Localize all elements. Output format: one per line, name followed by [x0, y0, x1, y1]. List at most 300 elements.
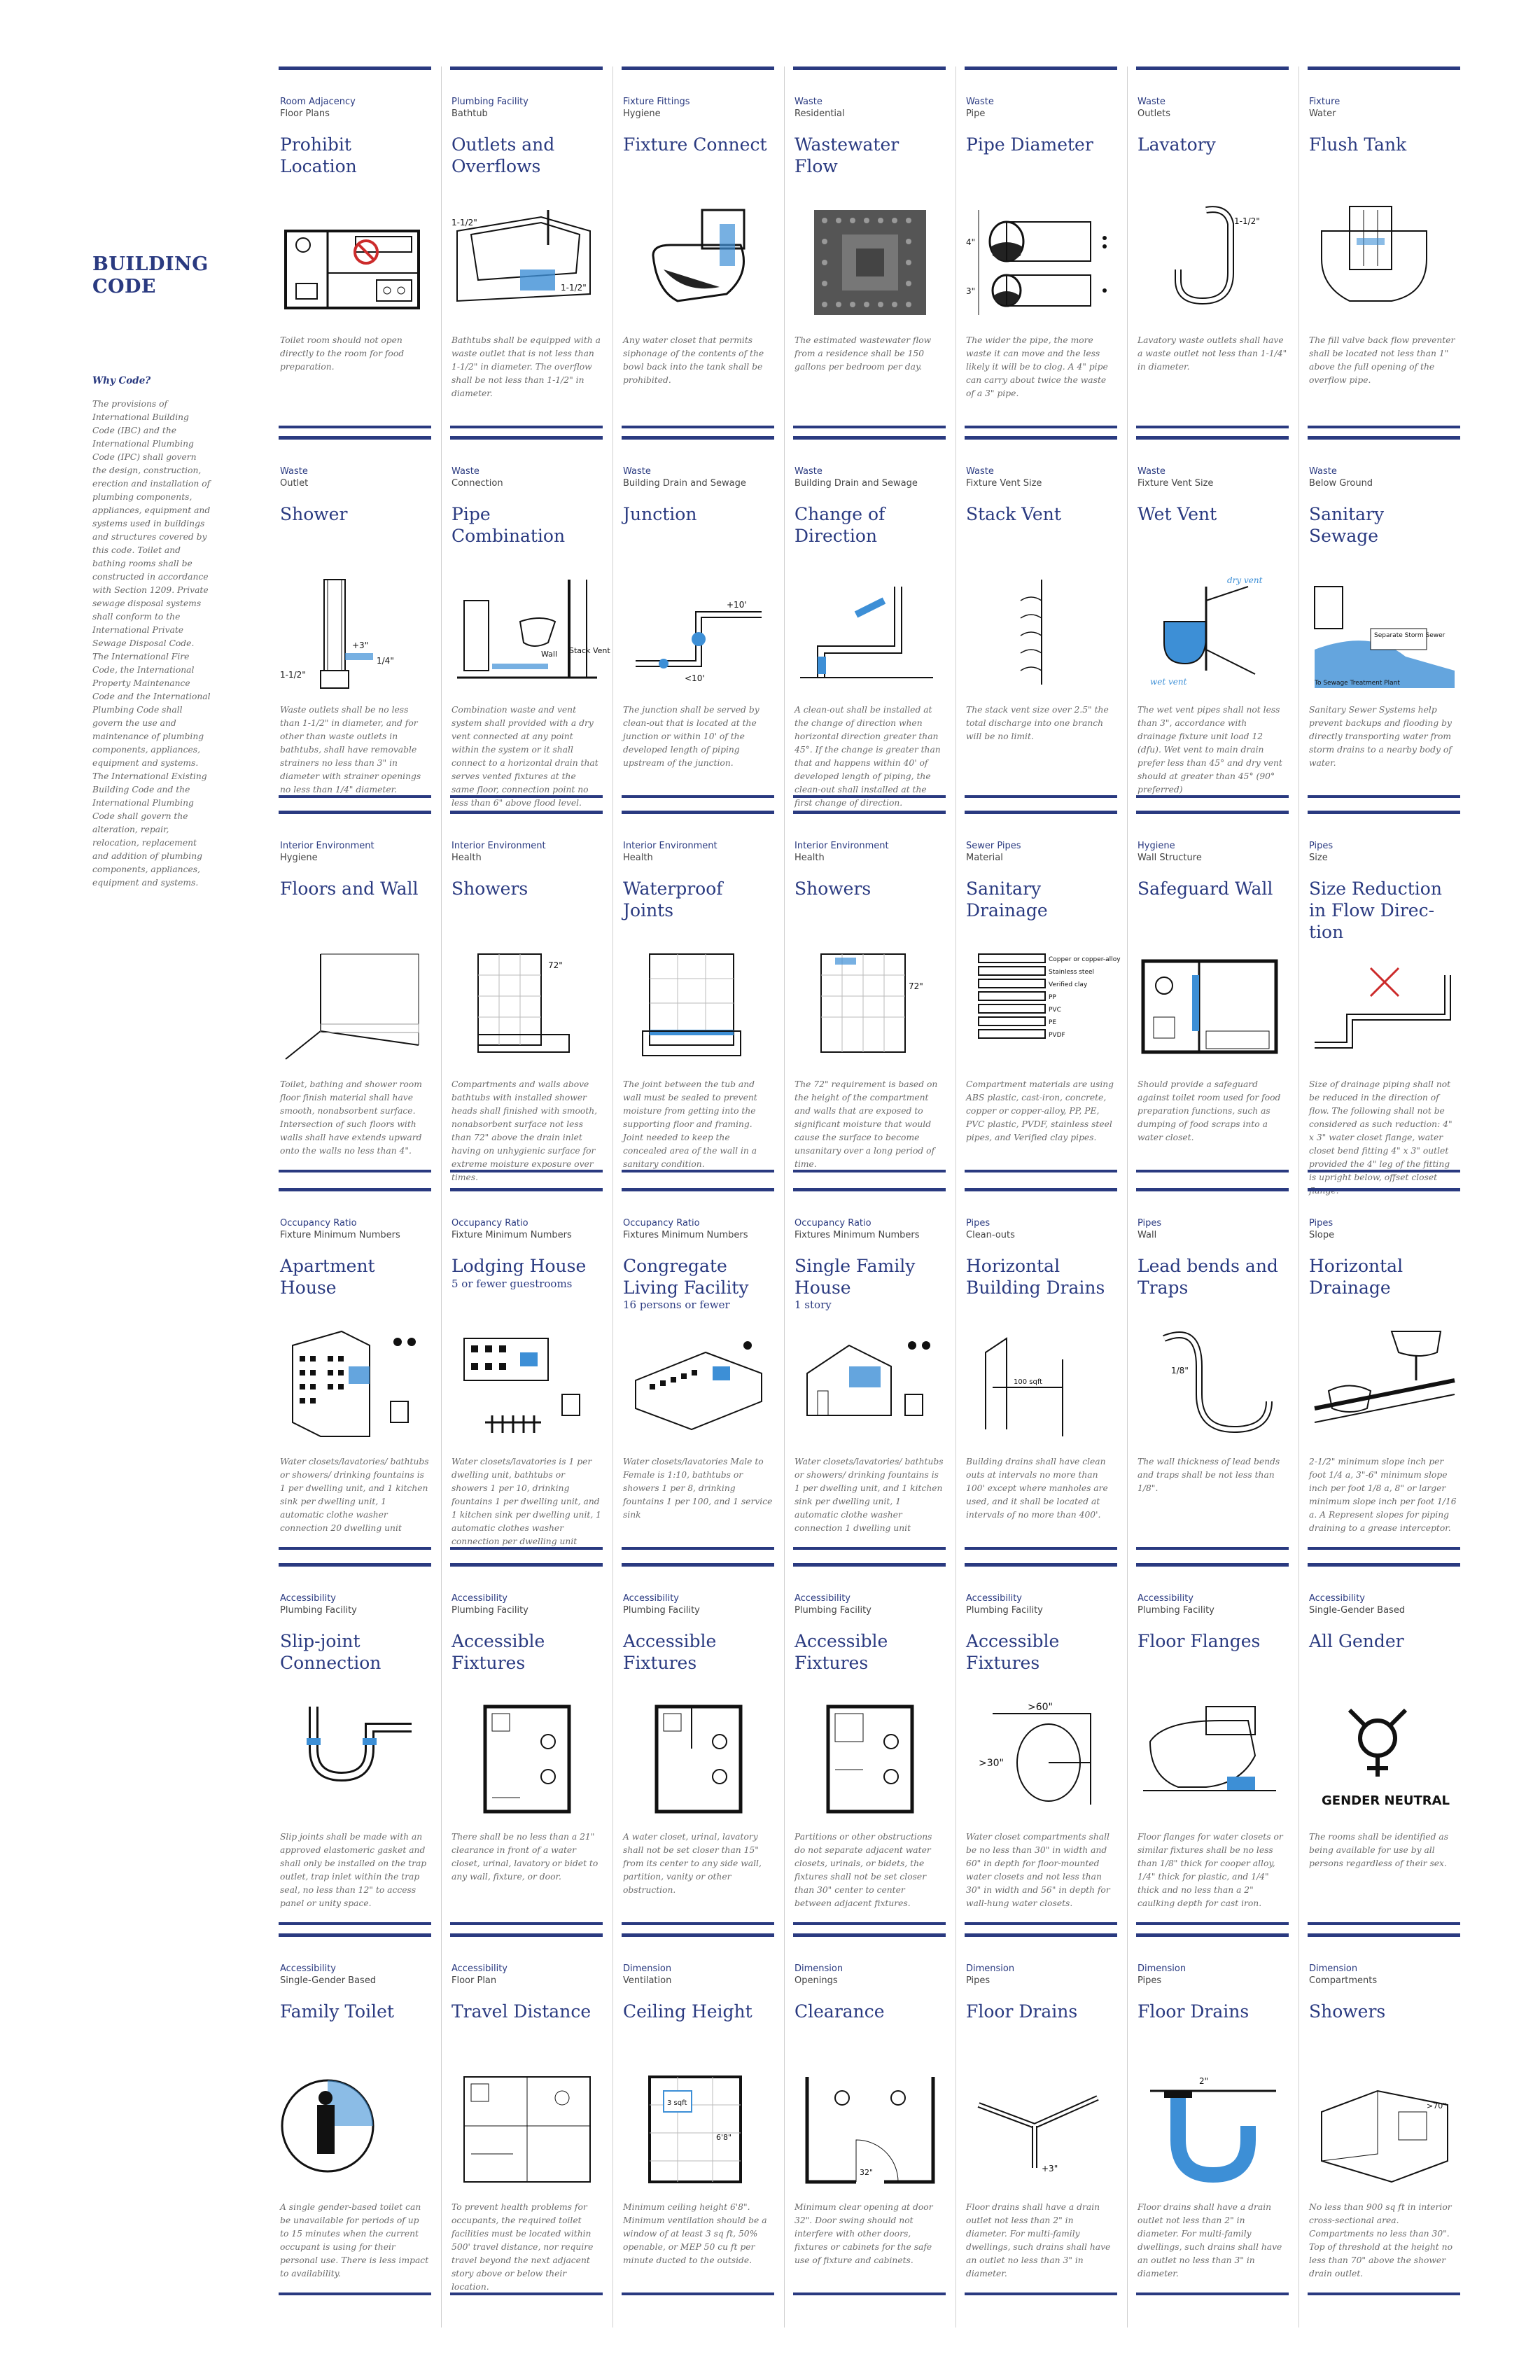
svg-text:PP: PP	[1049, 994, 1056, 1001]
card-description: Building drains shall have clean outs at intervals no more than 100' except where manholes are used, and it shall be located at intervals of no more than 400'.	[966, 1457, 1108, 1520]
card-bottom-rule	[279, 1170, 431, 1172]
card-title: Showers	[794, 878, 872, 899]
card-title: Travel Distance	[451, 2001, 592, 2022]
card-title: Single Family House	[794, 1256, 916, 1298]
lodging-house-icon	[450, 1324, 603, 1443]
svg-text:Wall: Wall	[541, 650, 558, 659]
code-card	[965, 436, 1117, 803]
card-subcategory: Fixture Minimum Numbers	[280, 1230, 400, 1240]
title-line-2: CODE	[92, 276, 157, 298]
card-top-rule	[622, 436, 774, 440]
card-category: Dimension	[623, 1963, 672, 1974]
shower-drain-icon-graphic	[279, 573, 431, 692]
wastewater-grid-icon	[793, 203, 946, 322]
card-top-rule	[965, 811, 1117, 814]
card-title: All Gender	[1309, 1631, 1404, 1651]
card-bottom-rule	[793, 2292, 946, 2295]
card-top-rule	[965, 1563, 1117, 1567]
card-title: Showers	[1309, 2001, 1386, 2022]
sewage-system-icon-graphic	[1308, 573, 1460, 692]
wet-vent-icon	[1136, 573, 1289, 692]
card-top-rule	[965, 66, 1117, 70]
card-category: Interior Environment	[451, 841, 546, 851]
card-bottom-rule	[279, 795, 431, 798]
card-category: Dimension	[1309, 1963, 1358, 1974]
card-category: Waste	[1309, 466, 1337, 477]
card-category: Occupancy Ratio	[280, 1218, 357, 1228]
card-title: Floors and Wall	[280, 878, 419, 899]
single-family-house-icon-graphic	[793, 1324, 946, 1443]
card-title: Accessible Fixtures	[794, 1631, 888, 1673]
card-category: Interior Environment	[794, 841, 889, 851]
card-category: Interior Environment	[623, 841, 718, 851]
card-subcategory: Floor Plans	[280, 108, 330, 119]
card-bottom-rule	[1136, 1922, 1289, 1925]
card-top-rule	[965, 1933, 1117, 1937]
card-top-rule	[450, 436, 603, 440]
card-title: Horizontal Drainage	[1309, 1256, 1404, 1298]
card-subcategory: Pipes	[966, 1975, 990, 1986]
card-category: Sewer Pipes	[966, 841, 1021, 851]
card-description: Sanitary Sewer Systems help prevent backups and flooding by directly transporting water from storm drains to a nearby body of water.	[1309, 705, 1452, 768]
card-description: Any water closet that permits siphonage of the contents of the bowl back into the tank shall be prohibited.	[623, 335, 764, 385]
card-category: Fixture	[1309, 97, 1340, 107]
card-subcategory: Material	[966, 853, 1003, 863]
card-bottom-rule	[1136, 1170, 1289, 1172]
card-description: Minimum ceiling height 6'8". Minimum ventilation should be a window of at least 3 sq ft, 50% openable, or MEP 50 cu ft per minute ducted to the outside.	[623, 2202, 767, 2265]
sidebar-intro-text: The provisions of International Building Code (IBC) and the International Plumbing Code (IPC) shall govern the design, construction, erection and installation of plumbing components, appliances, equipment and systems used in buildings and structures covered by this code. Toilet and bathing rooms shall be constructed in accordance with Section 1209. Private sewage disposal systems shall conform to the International Private Sewage Disposal Code. The International Fire Code, the International Property Maintenance Code and the International Plumbing Code shall govern the use and maintenance of plumbing components, appliances, equipment and systems. The International Existing Building Code and the International Plumbing Code shall govern the alteration, repair, relocation, replacement and addition of plumbing components, appliances, equipment and systems.	[92, 399, 211, 888]
card-top-rule	[1136, 811, 1289, 814]
card-category: Waste	[451, 466, 479, 477]
svg-text:4": 4"	[966, 237, 976, 247]
sewage-system-icon	[1308, 573, 1460, 692]
card-subcategory: Below Ground	[1309, 478, 1373, 489]
room-corner-icon-graphic	[279, 947, 431, 1066]
card-category: Waste	[280, 466, 308, 477]
code-card	[622, 1563, 774, 1930]
card-subcategory: Fixtures Minimum Numbers	[794, 1230, 920, 1240]
card-subcategory: Health	[451, 853, 482, 863]
card-description: The wet vent pipes shall not less than 3", accordance with drainage fixture unit load 12 (dfu). Wet vent to main drain prefer less than 45° and dry vent should at greater than 45° (90° preferred)	[1138, 705, 1282, 794]
card-title: Wet Vent	[1138, 504, 1217, 524]
junction-icon-graphic	[622, 573, 774, 692]
card-subcategory: Compartments	[1309, 1975, 1378, 1986]
shower-wall-icon-graphic	[450, 947, 603, 1066]
card-subcategory: Fixtures Minimum Numbers	[623, 1230, 748, 1240]
svg-text:3 sqft: 3 sqft	[667, 2099, 687, 2107]
card-top-rule	[1308, 436, 1460, 440]
card-title: Congregate Living Facility	[623, 1256, 749, 1298]
floor-flange-icon-graphic	[1136, 1700, 1289, 1819]
card-top-rule	[1308, 1188, 1460, 1191]
card-description: Floor drains shall have a drain outlet not less than 2" in diameter. For multi-family dwellings, such drains shall have an outlet no less than 3" in diameter.	[966, 2202, 1111, 2278]
family-toilet-icon-graphic	[279, 2070, 431, 2189]
card-subcategory: Wall Structure	[1138, 853, 1202, 863]
card-top-rule	[279, 66, 431, 70]
svg-text:1-1/2": 1-1/2"	[451, 218, 477, 227]
ceiling-height-icon	[622, 2070, 774, 2189]
card-top-rule	[793, 1933, 946, 1937]
card-top-rule	[793, 1188, 946, 1191]
code-card	[1308, 436, 1460, 803]
card-top-rule	[622, 1563, 774, 1567]
card-description: Toilet, bathing and shower room floor finish material shall have smooth, nonabsorbent surface. Intersection of such floors with walls shall have extends upward onto the walls no less than 4".	[280, 1079, 422, 1156]
shower-drain-icon	[279, 573, 431, 692]
card-top-rule	[450, 1188, 603, 1191]
horizontal-drain-icon	[965, 1324, 1117, 1443]
card-category: Dimension	[794, 1963, 844, 1974]
card-category: Accessibility	[280, 1593, 336, 1604]
svg-text:32": 32"	[860, 2168, 874, 2177]
card-bottom-rule	[965, 2292, 1117, 2295]
shower-tile-icon-graphic	[793, 947, 946, 1066]
apartment-building-icon	[279, 1324, 431, 1443]
card-top-rule	[279, 1933, 431, 1937]
code-card	[279, 66, 431, 433]
card-title: Lead bends and Traps	[1138, 1256, 1278, 1298]
accessible-plan-c-icon	[793, 1700, 946, 1819]
code-card	[793, 1188, 946, 1555]
card-bottom-rule	[965, 1922, 1117, 1925]
card-category: Accessibility	[280, 1963, 336, 1974]
svg-text:dry vent: dry vent	[1227, 575, 1263, 585]
code-card	[622, 811, 774, 1177]
card-bottom-rule	[965, 1170, 1117, 1172]
gender-neutral-icon-graphic	[1308, 1700, 1460, 1819]
card-bottom-rule	[622, 426, 774, 428]
code-card	[279, 436, 431, 803]
lodging-house-icon-graphic	[450, 1324, 603, 1443]
card-subcategory: Single-Gender Based	[1309, 1605, 1406, 1616]
pipe-diameter-icon-graphic	[965, 203, 1117, 322]
code-card	[1308, 1933, 1460, 2300]
card-category: Dimension	[966, 1963, 1015, 1974]
card-subcategory: Building Drain and Sewage	[794, 478, 918, 489]
card-bottom-rule	[450, 2292, 603, 2295]
card-description: Compartments and walls above bathtubs with installed shower heads shall finished with smooth, nonabsorbent surface not less than 72" above the drain inlet having on unhygienic surface for extreme moisture exposure over times.	[451, 1079, 598, 1182]
svg-text:Separate Storm Sewer: Separate Storm Sewer	[1374, 632, 1446, 639]
card-title: Clearance	[794, 2001, 885, 2022]
card-top-rule	[279, 436, 431, 440]
card-category: Room Adjacency	[280, 97, 356, 107]
card-bottom-rule	[1308, 795, 1460, 798]
svg-text:PVDF: PVDF	[1049, 1032, 1065, 1039]
card-title: Floor Flanges	[1138, 1631, 1261, 1651]
card-subcategory: Pipe	[966, 108, 986, 119]
card-subcategory: Fixture Vent Size	[1138, 478, 1214, 489]
card-top-rule	[965, 1188, 1117, 1191]
svg-text:+3": +3"	[1042, 2164, 1058, 2174]
congregate-facility-icon	[622, 1324, 774, 1443]
card-category: Plumbing Facility	[451, 97, 528, 107]
card-subcategory: Ventilation	[623, 1975, 672, 1986]
page-title	[92, 253, 211, 298]
card-description: The wall thickness of lead bends and traps shall be not less than 1/8".	[1138, 1457, 1280, 1493]
code-card	[793, 811, 946, 1177]
card-top-rule	[450, 1933, 603, 1937]
svg-text:72": 72"	[548, 960, 563, 970]
pipe-materials-icon-graphic	[965, 947, 1121, 1066]
card-bottom-rule	[1308, 426, 1460, 428]
clean-out-icon-graphic	[793, 573, 946, 692]
card-bottom-rule	[279, 2292, 431, 2295]
card-bottom-rule	[793, 426, 946, 428]
card-subcategory: Health	[623, 853, 653, 863]
card-subcategory: Outlets	[1138, 108, 1171, 119]
svg-text:1/8": 1/8"	[1171, 1366, 1189, 1376]
card-top-rule	[450, 66, 603, 70]
card-category: Waste	[1138, 466, 1166, 477]
ceiling-height-icon-graphic	[622, 2070, 774, 2189]
card-subcategory: Fixture Vent Size	[966, 478, 1042, 489]
code-card	[1136, 1933, 1289, 2300]
card-title: Accessible Fixtures	[623, 1631, 717, 1673]
size-reduction-icon	[1308, 947, 1460, 1066]
card-bottom-rule	[450, 426, 603, 428]
code-card	[279, 1563, 431, 1930]
card-top-rule	[793, 1563, 946, 1567]
card-description: Minimum clear opening at door 32". Door swing should not interfere with other doors, fixtures or cabinets for the safe use of fixture and cabinets.	[794, 2202, 933, 2265]
card-bottom-rule	[793, 795, 946, 798]
card-category: Occupancy Ratio	[623, 1218, 700, 1228]
lavatory-trap-icon	[1136, 203, 1289, 322]
card-description: The 72" requirement is based on the height of the compartment and walls that are exposed to significant moisture that would cause the surface to become unsanitary over a long period of time.	[794, 1079, 938, 1169]
card-bottom-rule	[450, 1170, 603, 1172]
shower-compartment-icon	[1308, 2070, 1460, 2189]
card-description: The fill valve back flow preventer shall be located not less than 1" above the full opening of the overflow pipe.	[1309, 335, 1455, 385]
card-subcategory: Slope	[1309, 1230, 1335, 1240]
card-category: Accessibility	[966, 1593, 1022, 1604]
bathtub-outlet-icon-graphic	[450, 203, 603, 322]
pipe-combination-icon-graphic	[450, 573, 610, 692]
svg-text:72": 72"	[909, 981, 923, 991]
card-description: The joint between the tub and wall must be sealed to prevent moisture from getting into the supporting floor and framing. Joint needed to keep the concealed area of the wall in a sanitary condition.	[623, 1079, 757, 1169]
card-bottom-rule	[279, 1922, 431, 1925]
card-title: Horizontal Building Drains	[966, 1256, 1105, 1298]
sidebar	[92, 253, 211, 890]
card-bottom-rule	[793, 1922, 946, 1925]
card-bottom-rule	[279, 426, 431, 428]
door-clearance-icon	[793, 2070, 946, 2189]
card-top-rule	[1308, 66, 1460, 70]
svg-text:wet vent: wet vent	[1150, 677, 1187, 687]
card-title: Junction	[623, 504, 697, 524]
card-subcategory: Floor Plan	[451, 1975, 497, 1986]
room-corner-icon	[279, 947, 431, 1066]
card-description: Size of drainage piping shall not be reduced in the direction of flow. The following shall not be considered as such reduction: 4" x 3" water closet flange, water closet bend fitting 4" x 3" outlet provided the 4" leg of the fitting is upright below, offset closet	[1309, 1079, 1452, 1182]
pipe-combination-icon	[450, 573, 610, 692]
card-category: Accessibility	[451, 1593, 507, 1604]
card-top-rule	[793, 436, 946, 440]
card-description: 2-1/2" minimum slope inch per foot 1/4 a, 3"-6" minimum slope inch per foot 1/8 a, 8" or larger minimum slope inch per foot 1/16 a. A Represent slopes for piping draining to a grease interceptor.	[1309, 1457, 1457, 1533]
card-top-rule	[622, 1933, 774, 1937]
card-title: Prohibit Location	[280, 134, 357, 176]
card-bottom-rule	[450, 795, 603, 798]
card-subcategory: Outlet	[280, 478, 309, 489]
card-bottom-rule	[1308, 1170, 1460, 1172]
code-card	[450, 66, 603, 433]
card-subcategory: Openings	[794, 1975, 838, 1986]
code-card	[450, 1188, 603, 1555]
card-title: Waterproof Joints	[623, 878, 723, 920]
card-top-rule	[450, 1563, 603, 1567]
card-top-rule	[622, 811, 774, 814]
card-category: Occupancy Ratio	[451, 1218, 528, 1228]
card-bottom-rule	[793, 1547, 946, 1550]
card-category: Pipes	[1138, 1218, 1162, 1228]
svg-text:Stainless steel: Stainless steel	[1049, 969, 1095, 976]
card-category: Pipes	[1309, 1218, 1334, 1228]
card-bottom-rule	[450, 1922, 603, 1925]
apartment-building-icon-graphic	[279, 1324, 431, 1443]
card-bottom-rule	[279, 1547, 431, 1550]
card-bottom-rule	[1136, 426, 1289, 428]
code-card	[450, 1563, 603, 1930]
drainage-slope-icon	[1308, 1324, 1460, 1443]
accessible-plan-a-icon	[450, 1700, 603, 1819]
svg-text:+10': +10'	[727, 600, 747, 610]
stack-vent-icon-graphic	[965, 573, 1117, 692]
code-card	[1136, 811, 1289, 1177]
code-card	[622, 1188, 774, 1555]
code-card	[1136, 436, 1289, 803]
card-bottom-rule	[622, 795, 774, 798]
svg-text:6'8": 6'8"	[716, 2133, 732, 2142]
accessible-plan-a-icon-graphic	[450, 1700, 603, 1819]
card-bottom-rule	[965, 795, 1117, 798]
water-closet-icon-graphic	[622, 203, 774, 322]
floor-drain-pipe-icon	[965, 2070, 1117, 2189]
card-bottom-rule	[450, 1547, 603, 1550]
card-top-rule	[965, 436, 1117, 440]
water-closet-icon	[622, 203, 774, 322]
card-grid	[279, 66, 1458, 2334]
card-bottom-rule	[1136, 2292, 1289, 2295]
accessible-plan-b-icon	[622, 1700, 774, 1819]
card-title: Accessible Fixtures	[966, 1631, 1060, 1673]
card-subcategory: Plumbing Facility	[966, 1605, 1043, 1616]
card-title: Lavatory	[1138, 134, 1216, 155]
travel-distance-icon-graphic	[450, 2070, 603, 2189]
card-category: Pipes	[1309, 841, 1334, 851]
card-title: Floor Drains	[1138, 2001, 1250, 2022]
card-title: Ceiling Height	[623, 2001, 752, 2022]
code-card	[622, 66, 774, 433]
code-card	[1136, 1563, 1289, 1930]
card-note: 16 persons or fewer	[623, 1298, 730, 1311]
code-card	[279, 1188, 431, 1555]
card-title: Pipe Diameter	[966, 134, 1093, 155]
card-top-rule	[793, 66, 946, 70]
svg-text:+3": +3"	[352, 640, 369, 650]
drainage-slope-icon-graphic	[1308, 1324, 1460, 1443]
svg-text:<10': <10'	[685, 673, 705, 683]
svg-text:Stack Vent: Stack Vent	[569, 646, 610, 655]
code-card	[965, 1933, 1117, 2300]
card-description: Compartment materials are using ABS plastic, cast-iron, concrete, copper or copper-alloy, PP, PE, PVC plastic, PVDF, stainless steel pipes, and Verified clay pipes.	[966, 1079, 1114, 1142]
code-card	[1136, 66, 1289, 433]
family-toilet-icon	[279, 2070, 431, 2189]
card-title: Accessible Fixtures	[451, 1631, 545, 1673]
code-card	[793, 1933, 946, 2300]
wastewater-grid-icon-graphic	[793, 203, 946, 322]
card-bottom-rule	[965, 426, 1117, 428]
card-description: The wider the pipe, the more waste it can move and the less likely it will be to clog. A 4" pipe can carry about twice the waste of a 3" pipe.	[966, 335, 1108, 398]
pipe-materials-icon	[965, 947, 1121, 1066]
svg-text:1-1/2": 1-1/2"	[280, 670, 306, 680]
card-title: Family Toilet	[280, 2001, 394, 2022]
svg-text:1-1/2": 1-1/2"	[1234, 216, 1260, 226]
code-card	[279, 1933, 431, 2300]
card-top-rule	[1136, 1188, 1289, 1191]
junction-icon	[622, 573, 774, 692]
card-bottom-rule	[965, 1547, 1117, 1550]
svg-text:PE: PE	[1049, 1019, 1057, 1026]
card-description: Waste outlets shall be no less than 1-1/2" in diameter, and for other than waste outlets in bathtubs, shall have removable strainers no less than 3" in diameter with strainer openings no less than 1/4" diameter.	[280, 705, 421, 794]
code-card	[965, 1188, 1117, 1555]
card-description: A clean-out shall be installed at the change of direction when horizontal direction greater than 45°. If the change is greater than that and happens within 40' of developed length of piping, the clean-out shall installed at the first change of direction.	[794, 705, 941, 808]
card-subcategory: Wall	[1138, 1230, 1157, 1240]
card-title: Size Reduction in Flow Direc-tion	[1309, 878, 1442, 942]
card-description: Floor drains shall have a drain outlet not less than 2" in diameter. For multi-family dwellings, such drains shall have an outlet no less than 3" in diameter.	[1138, 2202, 1282, 2278]
card-title: Fixture Connect	[623, 134, 767, 155]
card-description: Lavatory waste outlets shall have a waste outlet not less than 1-1/4" in diameter.	[1138, 335, 1287, 372]
card-subcategory: Single-Gender Based	[280, 1975, 377, 1986]
card-category: Accessibility	[623, 1593, 679, 1604]
card-subcategory: Residential	[794, 108, 845, 119]
code-card	[793, 66, 946, 433]
bathtub-outlet-icon	[450, 203, 603, 322]
code-card	[450, 1933, 603, 2300]
card-category: Waste	[966, 97, 994, 107]
card-title: Sanitary Drainage	[966, 878, 1048, 920]
shower-compartment-icon-graphic	[1308, 2070, 1460, 2189]
card-top-rule	[279, 1563, 431, 1567]
title-line-1: BUILDING	[92, 253, 209, 275]
card-title: Showers	[451, 878, 528, 899]
card-category: Pipes	[966, 1218, 990, 1228]
card-description: The stack vent size over 2.5" the total discharge into one branch will be no limit.	[966, 705, 1109, 741]
code-card	[965, 811, 1121, 1177]
svg-text:2": 2"	[1199, 2076, 1209, 2086]
card-description: There shall be no less than a 21" clearance in front of a water closet, urinal, lavatory or bidet to any wall, fixture, or door.	[451, 1832, 598, 1882]
card-title: Lodging House	[451, 1256, 587, 1276]
svg-text:>60": >60"	[1028, 1702, 1053, 1713]
tub-joint-icon	[622, 947, 774, 1066]
svg-text:Copper or copper-alloy: Copper or copper-alloy	[1049, 956, 1121, 963]
code-card	[622, 1933, 774, 2300]
card-bottom-rule	[622, 1922, 774, 1925]
shower-wall-icon	[450, 947, 603, 1066]
card-title: Stack Vent	[966, 504, 1061, 524]
stack-vent-icon	[965, 573, 1117, 692]
svg-text:1-1/2": 1-1/2"	[561, 283, 587, 293]
svg-text:3": 3"	[966, 286, 976, 296]
card-description: Water closets/lavatories/ bathtubs or showers/ drinking fountains is 1 per dwelling unit, and 1 kitchen sink per dwelling unit, 1 automatic clothe washer connection 1 dwelling unit	[794, 1457, 944, 1533]
card-description: Floor flanges for water closets or similar fixtures shall be no less than 1/8" thick for cooper alloy, 1/4" thick for plastic, and 1/4" thick and no less than a 2" caulking depth for cast iron.	[1138, 1832, 1283, 1908]
code-card	[1308, 1188, 1460, 1555]
card-top-rule	[1308, 1563, 1460, 1567]
card-top-rule	[279, 811, 431, 814]
card-title: Sanitary Sewage	[1309, 504, 1385, 546]
card-category: Accessibility	[1138, 1593, 1194, 1604]
card-subcategory: Water	[1309, 108, 1336, 119]
wet-vent-icon-graphic	[1136, 573, 1289, 692]
card-title: Floor Drains	[966, 2001, 1078, 2022]
code-card	[1308, 1563, 1460, 1930]
svg-text:1/4": 1/4"	[377, 656, 394, 666]
lead-bend-trap-icon-graphic	[1136, 1324, 1289, 1443]
